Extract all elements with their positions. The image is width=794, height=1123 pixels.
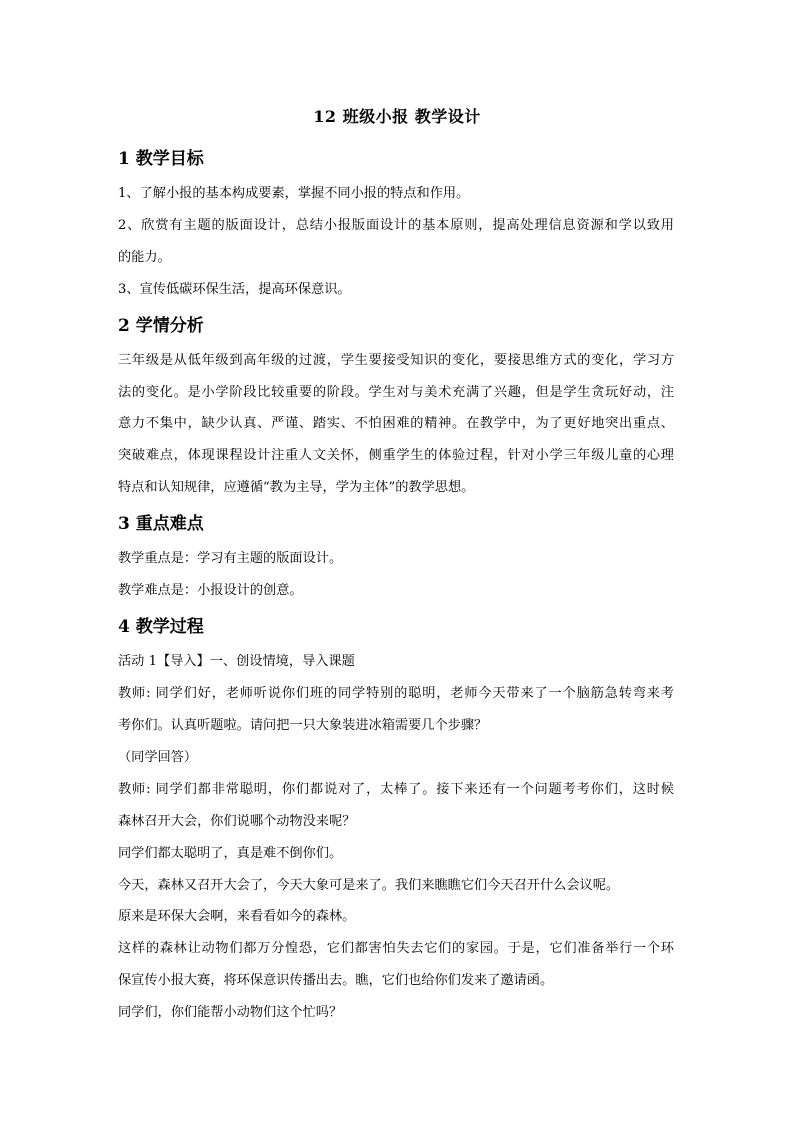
process-line-12: 同学们，你们能帮小动物们这个忙吗？: [118, 1005, 343, 1020]
analysis-line-5: 特点和认知规律，应遵循“教为主导，学为主体”的教学思想。: [118, 480, 475, 495]
process-line-1: 活动 1【导入】一、创设情境，导入课题: [118, 654, 355, 669]
process-line-11: 保宣传小报大赛，将环保意识传播出去。瞧，它们也给你们发来了邀请函。: [118, 973, 554, 988]
objectives-line-1: 1、了解小报的基本构成要素，掌握不同小报的特点和作用。: [118, 186, 470, 201]
process-line-6: 森林召开大会，你们说哪个动物没来呢？: [118, 814, 356, 829]
section-heading-objectives: 1 教学目标: [118, 149, 204, 169]
analysis-line-1: 三年级是从低年级到高年级的过渡，学生要接受知识的变化，要接思维方式的变化，学习方: [118, 353, 674, 368]
process-line-5: 教师: 同学们都非常聪明，你们都说对了，太棒了。接下来还有一个问题考考你们，这时候: [118, 782, 674, 797]
analysis-line-2: 法的变化。是小学阶段比较重要的阶段。学生对与美术充满了兴趣，但是学生贪玩好动，注: [118, 385, 674, 400]
objectives-line-2: 2、欣赏有主题的版面设计，总结小报版面设计的基本原则，提高处理信息资源和学以致用: [118, 218, 674, 233]
document-title: 12 班级小报 教学设计: [313, 107, 481, 126]
analysis-line-3: 意力不集中，缺少认真、严谨、踏实、不怕困难的精神。在教学中，为了更好地突出重点、: [118, 416, 674, 431]
process-line-8: 今天，森林又召开大会了，今天大象可是来了。我们来瞧瞧它们今天召开什么会议呢。: [118, 878, 620, 893]
process-line-9: 原来是环保大会啊，来看看如今的森林。: [118, 909, 356, 924]
process-line-10: 这样的森林让动物们都万分惶恐，它们都害怕失去它们的家园。于是，它们准备举行一个环: [118, 941, 674, 956]
key-points-line-1: 教学重点是：学习有主题的版面设计。: [118, 551, 343, 566]
process-line-4: （同学回答）: [118, 750, 198, 765]
section-heading-process: 4 教学过程: [118, 617, 204, 637]
analysis-line-4: 突破难点，体现课程设计注重人文关怀，侧重学生的体验过程，针对小学三年级儿童的心理: [118, 448, 674, 463]
objectives-line-3: 的能力。: [118, 250, 171, 265]
process-line-3: 考你们。认真听题啦。请问把一只大象装进冰箱需要几个步骤？: [118, 718, 488, 733]
key-points-line-2: 教学难点是：小报设计的创意。: [118, 583, 303, 598]
section-heading-key-points: 3 重点难点: [118, 514, 204, 534]
process-line-2: 教师: 同学们好，老师听说你们班的同学特别的聪明，老师今天带来了一个脑筋急转弯来考: [118, 686, 674, 701]
objectives-line-4: 3、宣传低碳环保生活，提高环保意识。: [118, 282, 351, 297]
process-line-7: 同学们都太聪明了，真是难不倒你们。: [118, 846, 343, 861]
section-heading-analysis: 2 学情分析: [118, 316, 204, 336]
